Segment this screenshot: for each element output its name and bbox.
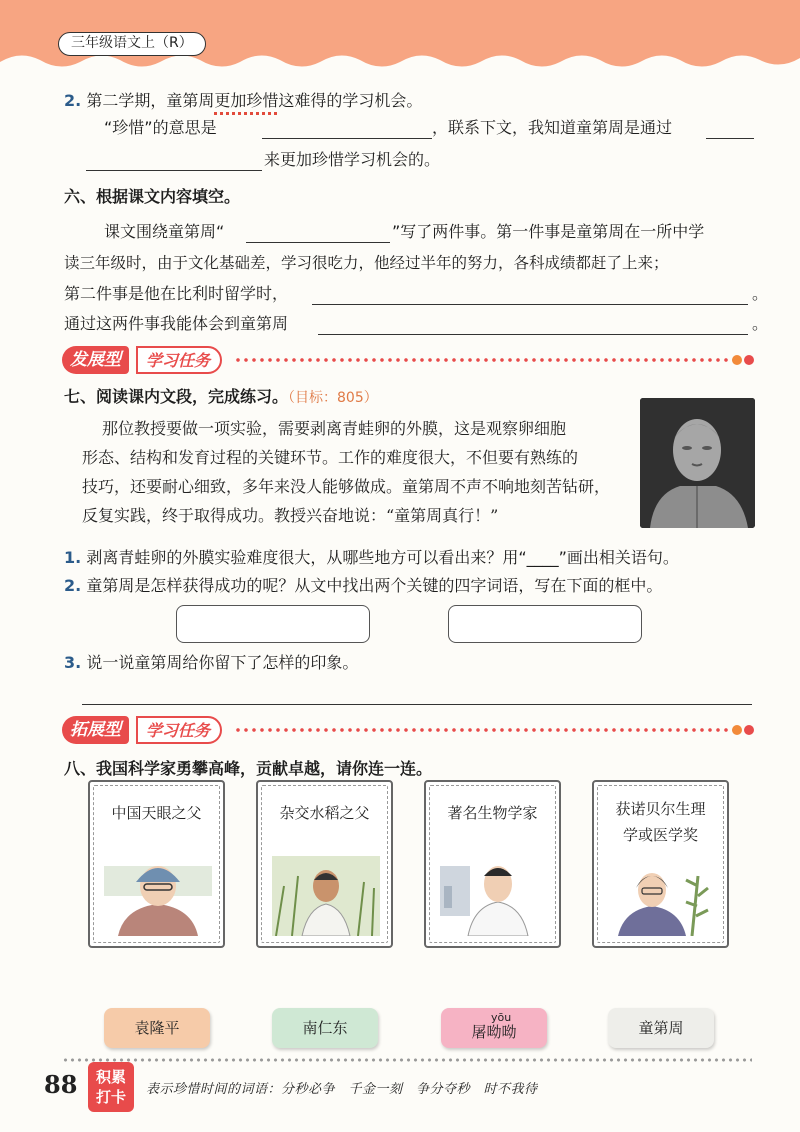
s6-line2: 读三年级时，由于文化基础差，学习很吃力，他经过半年的努力，各科成绩都赶了上来； — [64, 254, 669, 272]
scientist-portrait-plant — [608, 856, 716, 936]
section6-heading: 六、根据课文内容填空。 — [64, 187, 241, 206]
footer-divider — [62, 1058, 752, 1062]
s6-line1-a: 课文围绕童第周“ — [104, 222, 225, 241]
blank-topic[interactable] — [246, 242, 390, 243]
q2-line2-b: ，联系下文，我知道童第周是通过 — [432, 118, 673, 137]
answer-box-1[interactable] — [176, 605, 370, 643]
q2-line1: 2. 第二学期，童第周更加珍惜这难得的学习机会。 — [64, 91, 423, 110]
scientist-portrait-lab — [440, 846, 548, 936]
frame-nobel-prize-winner[interactable]: 获诺贝尔生理 学或医学奖 — [592, 780, 729, 948]
s7-q3: 3. 说一说童第周给你留下了怎样的印象。 — [64, 653, 359, 672]
blank-meaning[interactable] — [262, 138, 432, 139]
s6-line1-b: ”写了两件事。第一件事是童第周在一所中学 — [392, 222, 705, 241]
s7-q1: 1. 剥离青蛙卵的外膜实验难度很大，从哪些地方可以看出来？用“____”画出相关语句。 — [64, 548, 679, 567]
s6-line4: 通过这两件事我能体会到童第周 — [64, 314, 289, 333]
s6-line3: 第二件事是他在比利时留学时， — [64, 284, 289, 303]
answer-box-2[interactable] — [448, 605, 642, 643]
blank-method-a[interactable] — [706, 138, 754, 139]
frame-sky-eye-father[interactable]: 中国天眼之父 — [88, 780, 225, 948]
blank-second-event[interactable] — [312, 304, 748, 305]
q2-line2-a: “珍惜”的意思是 — [104, 118, 217, 137]
pinyin-ruby: yōu — [491, 1011, 512, 1024]
dotted-keyword: 更加珍惜 — [214, 91, 279, 110]
section7-heading: 七、阅读课内文段，完成练习。（目标：805） — [64, 387, 378, 406]
scientist-portrait-rice-field — [272, 846, 380, 936]
blank-quality[interactable] — [318, 334, 748, 335]
section8-heading: 八、我国科学家勇攀高峰，贡献卓越，请你连一连。 — [64, 759, 433, 778]
name-card-tong-dizhou[interactable]: 童第周 — [608, 1008, 714, 1048]
statue-photo — [640, 398, 755, 528]
accumulate-stamp: 积累 打卡 — [88, 1062, 134, 1112]
q2-line3: 来更加珍惜学习机会的。 — [264, 150, 441, 169]
statue-image — [640, 398, 755, 528]
banner-dotline — [234, 358, 734, 362]
goal-tag: （目标：805） — [288, 390, 378, 406]
page-number: 88 — [44, 1070, 78, 1099]
name-card-yuan-longping[interactable]: 袁隆平 — [104, 1008, 210, 1048]
blank-impression[interactable] — [82, 704, 752, 705]
footer-vocabulary: 表示珍惜时间的词语：分秒必争 千金一刻 争分夺秒 时不我待 — [146, 1082, 538, 1097]
scientist-portrait-helmet — [104, 846, 212, 936]
banner-dotline — [234, 728, 734, 732]
name-card-tu-youyou[interactable]: yōu 屠呦呦 — [441, 1008, 547, 1048]
s7-q2: 2. 童第周是怎样获得成功的呢？从文中找出两个关键的四字词语，写在下面的框中。 — [64, 576, 663, 595]
workbook-page: 三年级语文上（R） 2. 第二学期，童第周更加珍惜这难得的学习机会。 “珍惜”的意思是 ，联系下文，我知道童第周是通过 来更加珍惜学习机会的。 六、根据课文内容填空。 课文围绕童第周“ ”写了两件事。第一件事是童第周在一所中学 读三年级时，由于文化基础差，学习很吃力，他经过半年的努力，各科成绩都赶了上来； 第二件事是他在比利时留学时， 。 通过这两件事我能体会到童第周 。 发展型 学习任务 七、阅读课内文段，完成练习。（目标：805） 那位教授要做一项实验，需要剥离青蛙卵的外膜，这是观察卵细胞 形态、结构和发育过程的关键环节。工作的难度很大，不但要有熟练的 技巧，还要耐心细致，多年来没人能够做成。童第周不声不响地刻苦钻研， 反复实践，终于取得成功。教授兴奋地说：“童第周真行！” 1. 剥离青蛙卵的外膜实验难度很大，从哪些地方可以看出来？用“____”画出相关语句。 2. 童第周是怎样获得成功的呢？从文中找出两个关键的四字词语，写在下面的框中。 3. 说一说童第周给你留下了怎样的印象。 拓展型 学习任务 八、我国科学家勇攀高峰，贡献卓越，请你连一连。 中国天眼之父 杂交水稻之父 著名生物学家 获诺贝尔生理 学或医学奖 袁隆平 南仁东 yōu 屠呦呦 童第周 88 积累 打卡 表示珍惜时间的词语：分秒必争 千金一刻 争分夺秒 时不我待 — [0, 0, 800, 1132]
frame-hybrid-rice-father[interactable]: 杂交水稻之父 — [256, 780, 393, 948]
frame-famous-biologist[interactable]: 著名生物学家 — [424, 780, 561, 948]
grade-subject-label: 三年级语文上（R） — [58, 32, 206, 56]
name-card-nan-rendong[interactable]: 南仁东 — [272, 1008, 378, 1048]
blank-method-b[interactable] — [86, 170, 262, 171]
reading-passage: 那位教授要做一项实验，需要剥离青蛙卵的外膜，这是观察卵细胞 形态、结构和发育过程的关键环节。工作的难度很大，不但要有熟练的 技巧，还要耐心细致，多年来没人能够做成。童第周不声不响地刻苦钻研， 反复实践，终于取得成功。教授兴奋地说：“童第周真行！” — [82, 419, 611, 525]
